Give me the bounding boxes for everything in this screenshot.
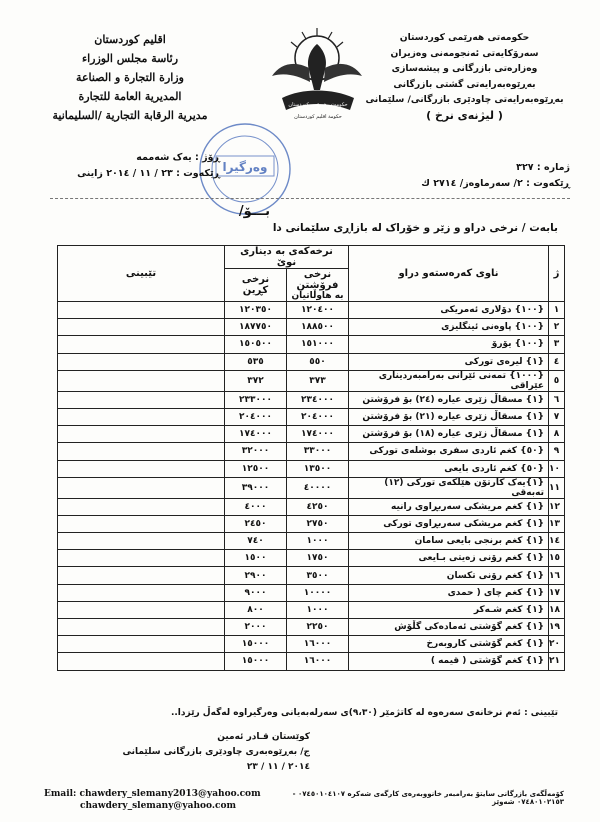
buy-price: ١٨٧٧٥٠ (224, 319, 286, 336)
item-name: {١}یەک کارتۆن هێلکەی تورکی (١٢) تەبەقی (349, 477, 549, 498)
sell-price: ١٣٥٠٠ (287, 460, 349, 477)
table-header-row (58, 246, 565, 269)
table-row (58, 336, 565, 353)
header-line: حکومەتی هەرێمی کوردستان (399, 32, 530, 43)
buy-price: ٨٠٠ (224, 601, 286, 618)
email-address[interactable]: chawdery_slemany2013@yahoo.com (79, 789, 261, 799)
table-row (58, 370, 565, 391)
col-name-header: ناوی کەرەستەو دراو (349, 246, 549, 302)
buy-price: ١٥٠٠ (224, 550, 286, 567)
sell-price: ١٠٠٠٠ (287, 584, 349, 601)
table-row (58, 636, 565, 653)
sell-price: ١٥١٠٠٠ (287, 336, 349, 353)
signature-name: کوێستان قـادر ئەمین (217, 732, 310, 742)
item-name: {١٠٠} یۆرۆ (349, 336, 549, 353)
note-cell (58, 460, 225, 477)
sell-price: ١٠٠٠ (287, 601, 349, 618)
buy-price: ٢٩٠٠ (224, 567, 286, 584)
stamp-label: وەرگیرا (222, 160, 268, 174)
buy-price: ٣٩٠٠٠ (224, 477, 286, 498)
buy-price: ٣٢٠٠٠ (224, 443, 286, 460)
item-name: {١} کغم مریشکی سەربڕاوی رانیە (349, 498, 549, 515)
buy-price: ٢٣٣٠٠٠ (224, 391, 286, 408)
note-cell (58, 567, 225, 584)
sell-price: ٥٥٠ (287, 353, 349, 370)
note-cell (58, 302, 225, 319)
row-number: ٩ (549, 443, 565, 460)
col-no-header: ژ (549, 246, 565, 302)
row-number: ١٢ (549, 498, 565, 515)
header-line: بەڕێوەبەرایەتی گشتی بازرگانی (393, 78, 536, 90)
table-row (58, 391, 565, 408)
note-cell (58, 319, 225, 336)
sell-price: ٤٢٥٠ (287, 498, 349, 515)
col-note-header: تێبینی (58, 246, 225, 302)
sell-price: ١٧٤٠٠٠ (287, 426, 349, 443)
note-cell (58, 336, 225, 353)
note-cell (58, 550, 225, 567)
header-line: بەڕێوەبەرایەتی چاودێری بازرگانی/ سلێمانی (365, 94, 564, 105)
sell-price: ١٦٠٠٠ (287, 653, 349, 670)
table-row (58, 408, 565, 425)
item-name: {١} کغم چای ( حمدی (349, 584, 549, 601)
row-number: ٣ (549, 336, 565, 353)
note-cell (58, 601, 225, 618)
row-number: ١٦ (549, 567, 565, 584)
item-name: {١} کغم برنجی بایعی سامان (349, 533, 549, 550)
table-row (58, 601, 565, 618)
row-number: ٦ (549, 391, 565, 408)
item-name: {١} کغم گۆشتی ئەمادەکی گڵۆش (349, 619, 549, 636)
col-price-group-header: نرخەکەی بە دیناری نوێ (224, 246, 348, 269)
buy-price: ٢٠٠٠ (224, 619, 286, 636)
item-name: {١٠٠٠} تمەنی ئێرانی بەرامبەردیناری عێراقی (349, 370, 549, 391)
buy-price: ١٥٠٠٠ (224, 636, 286, 653)
sell-price: ٢٣٤٠٠٠ (287, 391, 349, 408)
header-line: اقليم كوردستان (94, 33, 166, 46)
sell-price: ١٧٥٠ (287, 550, 349, 567)
row-number: ١٤ (549, 533, 565, 550)
sell-price: ١٢٠٤٠٠ (287, 302, 349, 319)
note-cell (58, 619, 225, 636)
buy-price: ١٧٤٠٠٠ (224, 426, 286, 443)
buy-price: ٢٤٥٠ (224, 515, 286, 532)
row-number: ١٣ (549, 515, 565, 532)
document-date-gregorian: ڕێکەوت : ٢٣ / ١١ / ٢٠١٤ زاینی (77, 168, 220, 179)
item-name: {١} کغم مریشکی سەربڕاوی تورکی (349, 515, 549, 532)
table-row (58, 460, 565, 477)
table-row (58, 567, 565, 584)
buy-price: ١٥٠٠٠ (224, 653, 286, 670)
row-number: ٨ (549, 426, 565, 443)
note-cell (58, 533, 225, 550)
buy-price: ٤٠٠٠ (224, 498, 286, 515)
note-cell (58, 391, 225, 408)
table-row (58, 477, 565, 498)
table-row (58, 498, 565, 515)
document-date-kurdish: ڕێکەوت : ٢/ سەرماوەز/ ٢٧١٤ ك (421, 178, 570, 189)
header-line: وەزارەتی بازرگانی و پیشەسازی (391, 63, 538, 74)
col-sell-sublabel: بە هاوڵاتیان (291, 291, 344, 301)
item-name: {١} مسقاڵ زێری عیارە (١٨) بۆ فرۆشتن (349, 426, 549, 443)
row-number: ٤ (549, 353, 565, 370)
row-number: ٧ (549, 408, 565, 425)
note-cell (58, 498, 225, 515)
row-number: ١٨ (549, 601, 565, 618)
row-number: ١٧ (549, 584, 565, 601)
email-address[interactable]: chawdery_slemany@yahoo.com (80, 801, 237, 811)
note-cell (58, 515, 225, 532)
buy-price: ١٥٠٥٠٠ (224, 336, 286, 353)
item-name: {١} مسقاڵ زێری عیارە (٢١) بۆ فرۆشتن (349, 408, 549, 425)
note-cell (58, 653, 225, 670)
col-buy-header: نرخی کڕین (224, 269, 286, 302)
emblem-label: حكومەتی هەرێمی كوردستان (288, 102, 348, 108)
sell-price: ١٦٠٠٠ (287, 636, 349, 653)
header-line: المديرية العامة للتجارة (78, 90, 182, 103)
item-name: {١} کغم رۆنی تکسان (349, 567, 549, 584)
table-row (58, 443, 565, 460)
row-number: ١١ (549, 477, 565, 498)
row-number: ٢١ (549, 653, 565, 670)
divider (50, 198, 570, 199)
document-day: ڕۆژ : یەک شەممە (136, 152, 220, 163)
table-row (58, 550, 565, 567)
signature-date: ٢٠١٤ / ١١ / ٢٣ (246, 762, 310, 772)
table-row (58, 319, 565, 336)
item-name: {١} کغم گۆشتی ( قیمە ) (349, 653, 549, 670)
header-line: سەرۆکایەتی ئەنجومەنی وەزیران (390, 47, 539, 59)
item-name: {١} کغم رۆنی زەیتی بـایعی (349, 550, 549, 567)
item-name: {٥٠} کغم ئاردی بایعی (349, 460, 549, 477)
header-kurdish (357, 30, 572, 123)
note-cell (58, 636, 225, 653)
item-name: {٥٠} کغم ئاردی سفری بوشلەی تورکی (349, 443, 549, 460)
header-arabic (45, 30, 215, 125)
header-line: رئاسة مجلس الوزراء (81, 52, 179, 65)
table-row (58, 302, 565, 319)
sell-price: ٢٠٤٠٠٠ (287, 408, 349, 425)
note-cell (58, 370, 225, 391)
table-row (58, 653, 565, 670)
table-row (58, 353, 565, 370)
sell-price: ٢٢٥٠ (287, 619, 349, 636)
signature-title: ج/ بەڕێوەبەری چاودێری بازرگانی سلێمانی (122, 747, 310, 757)
buy-price: ٧٤٠ (224, 533, 286, 550)
header-line: وزارة التجارة و الصناعة (76, 71, 184, 84)
buy-price: ١٢٠٣٥٠ (224, 302, 286, 319)
document-number-block (350, 160, 570, 192)
row-number: ١٩ (549, 619, 565, 636)
recipient: بـــۆ/ (238, 204, 270, 219)
subject-line: بابەت / نرخی دراو و زێر و خۆراک لە بازاڕی سلێمانی دا (272, 222, 558, 234)
col-sell-label: نرخی فرۆشتن (296, 269, 339, 291)
sell-price: ٤٠٠٠٠ (287, 477, 349, 498)
sell-price: ٣٥٠٠ (287, 567, 349, 584)
footer-address: کۆمەڵگەی بازرگانی سایتۆ بەرامبەر خانووبەرەی کارگەی شەکرە ٠٧٤٥٠١٠٤١٠٧ - ٠٧٤٨٠١٠٢١٥٣ شەوێز (292, 790, 564, 806)
signature-block (110, 730, 310, 775)
note-cell (58, 426, 225, 443)
header-line: مديرية الرقابة التجارية /السليمانية (52, 109, 208, 122)
document-day-block (60, 150, 220, 182)
item-name: {١٠٠} پاوەنی ئینگلیزی (349, 319, 549, 336)
item-name: {١} کغم گۆشتی کاروبەرخ (349, 636, 549, 653)
row-number: ٢ (549, 319, 565, 336)
item-name: {١} مسقاڵ زێری عیارە (٢٤) بۆ فرۆشتن (349, 391, 549, 408)
row-number: ١٥ (549, 550, 565, 567)
note-cell (58, 477, 225, 498)
item-name: {١} کغم شـەکر (349, 601, 549, 618)
table-row (58, 619, 565, 636)
buy-price: ٢٠٤٠٠٠ (224, 408, 286, 425)
row-number: ٥ (549, 370, 565, 391)
note-cell (58, 443, 225, 460)
sell-price: ٣٧٣ (287, 370, 349, 391)
row-number: ١٠ (549, 460, 565, 477)
table-row (58, 515, 565, 532)
table-row (58, 426, 565, 443)
note: تێبینی : ئەم نرخانەی سەرەوە لە کاتژمێر (٩،٣٠)ی سەرلەبەیانی وەرگیراوە لەگەڵ رێزدا.. (170, 708, 558, 718)
table-row (58, 584, 565, 601)
note-cell (58, 408, 225, 425)
buy-price: ٣٧٢ (224, 370, 286, 391)
col-sell-header (287, 269, 349, 302)
buy-price: ١٢٥٠٠ (224, 460, 286, 477)
sell-price: ٢٧٥٠ (287, 515, 349, 532)
item-name: {١٠٠} دۆلاری ئەمریکی (349, 302, 549, 319)
sell-price: ١٨٨٥٠٠ (287, 319, 349, 336)
note-cell (58, 353, 225, 370)
email-label: Email: (44, 789, 77, 799)
price-table (57, 245, 565, 671)
table-row (58, 533, 565, 550)
row-number: ١ (549, 302, 565, 319)
buy-price: ٩٠٠٠ (224, 584, 286, 601)
emblem-label: حكومة اقليم كوردستان (294, 114, 342, 120)
sell-price: ٣٣٠٠٠ (287, 443, 349, 460)
kurdistan-emblem-icon (262, 20, 372, 130)
item-name: {١} لیرەی تورکی (349, 353, 549, 370)
note-cell (58, 584, 225, 601)
row-number: ٢٠ (549, 636, 565, 653)
document-number: ژمارە : ٣٢٧ (516, 162, 570, 173)
sell-price: ١٠٠٠ (287, 533, 349, 550)
footer-email (44, 788, 261, 812)
buy-price: ٥٣٥ (224, 353, 286, 370)
header-line: ( لیژنەی نرخ ) (426, 108, 503, 122)
